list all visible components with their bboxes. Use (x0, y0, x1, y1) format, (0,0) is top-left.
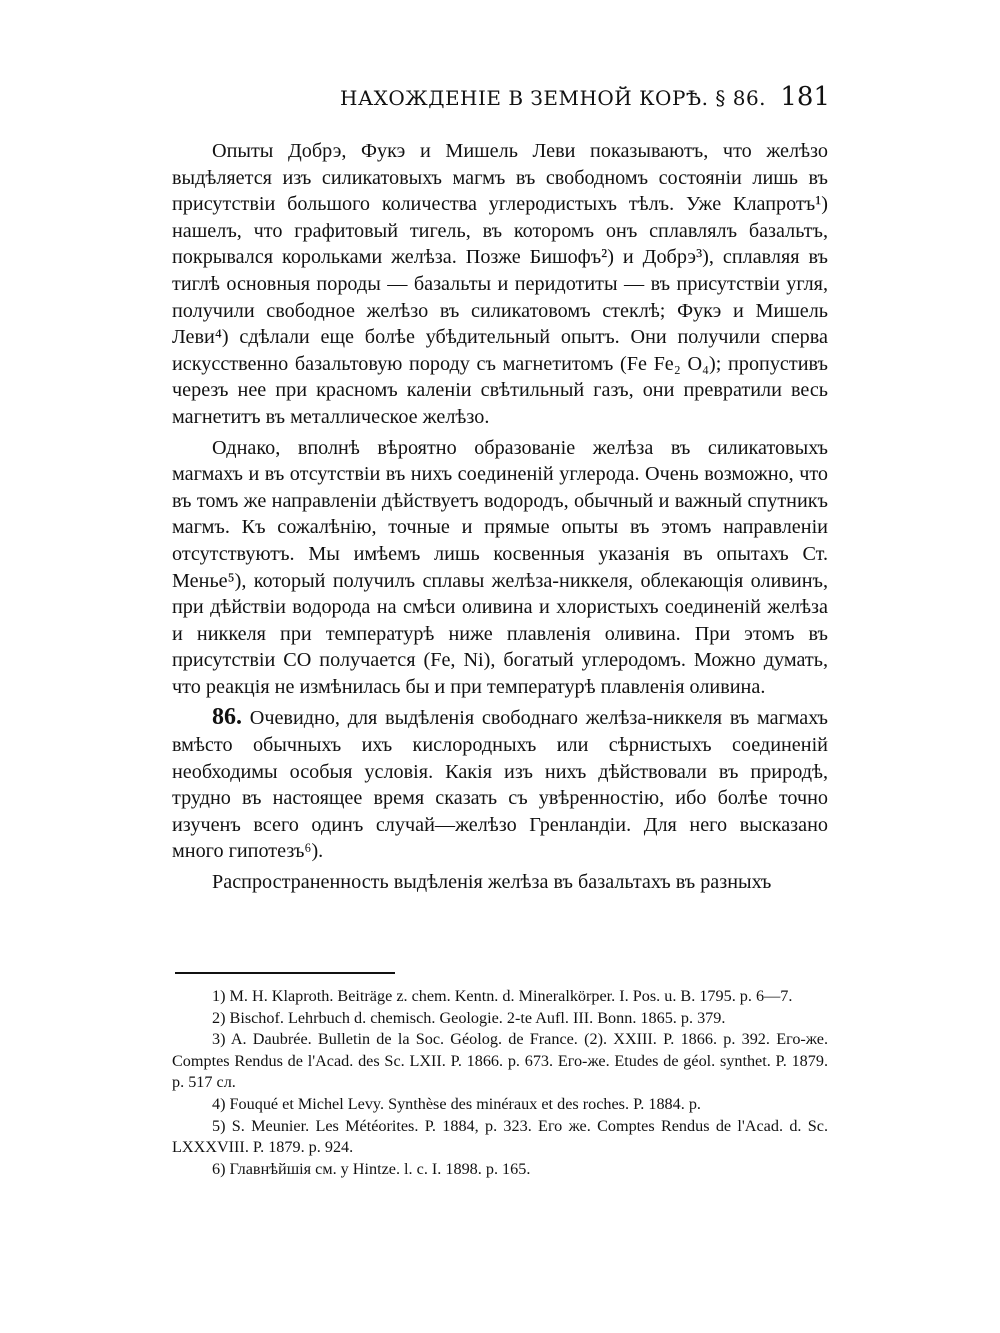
footnotes (172, 986, 828, 1180)
paragraph-2: Однако, вполнѣ вѣроятно образованіе желѣза въ силикатовыхъ магмахъ и въ отсутствіи въ нихъ соединеній углерода. Очень возможно, что въ томъ же направленіи дѣйствуетъ водородъ, обычный и важный спутникъ магмъ. Къ сожалѣнію, точные и прямые опыты въ этомъ направленіи отсутствуютъ. Мы имѣемъ лишь косвенныя указанія въ опытахъ Ст. Менье⁵), который получилъ сплавы желѣза-никкеля, облекающія оливинъ, при дѣйствіи водорода на смѣси оливина и хлористыхъ соединеній желѣза и никкеля при температурѣ ниже плавленія оливина. При этомъ въ присутствіи CO получается (Fe, Ni), богатый углеродомъ. Можно думать, что реакція не измѣнилась бы и при температурѣ плавленія оливина. (172, 436, 828, 698)
paragraph-1: Опыты Добрэ, Фукэ и Мишель Леви показываютъ, что желѣзо выдѣляется изъ силикатовыхъ магмъ въ свободномъ состояніи лишь въ присутствіи большого количества углеродистыхъ тѣлъ. Уже Клапротъ¹) нашелъ, что графитовый тигель, въ которомъ онъ сплавлялъ базальтъ, покрывался корольками желѣза. Позже Бишофъ²) и Добрэ³), сплавляя въ тиглѣ основныя породы — базальты и перидотиты — въ присутствіи угля, получили свободное желѣзо въ силикатовомъ стеклѣ; Фукэ и Мишель Леви⁴) сдѣлали еще болѣе убѣдительный опытъ. Они получили сперва искусственно базальтовую породу съ магнетитомъ (Fe Fe₂ O₄); пропустивъ черезъ нее при красномъ каленіи свѣтильный газъ, они превратили весь магнетитъ въ металлическое желѣзо. (172, 140, 828, 428)
page-number: 181 (780, 82, 830, 112)
running-title: НАХОЖДЕНІЕ В ЗЕМНОЙ КОРѢ. § 86. (340, 86, 767, 110)
section-paragraph-text: Очевидно, для выдѣленія свободнаго желѣза-никкеля въ магмахъ вмѣсто обычныхъ ихъ кислородныхъ или сѣрнистыхъ соединеній необходимы особыя условія. Какія изъ нихъ дѣйствовали въ природѣ, трудно въ настоящее время сказать съ увѣренностію, ибо болѣе точно изученъ всего одинъ случай—желѣзо Гренландіи. Для него высказано много гипотезъ⁶). (172, 707, 828, 863)
footnote-2: 2) Bischof. Lehrbuch d. chemisch. Geologie. 2-te Aufl. III. Bonn. 1865. p. 379. (212, 1008, 726, 1027)
footnote-1: 1) M. H. Klaproth. Beiträge z. chem. Kentn. d. Mineralkörper. I. Pos. u. B. 1795. p. 6—7. (212, 987, 793, 1005)
footnote-6: 6) Главнѣйшія см. у Hintze. l. c. I. 1898. p. 165. (212, 1159, 531, 1178)
footnote-5: 5) S. Meunier. Les Météorites. P. 1884, p. 323. Его же. Comptes Rendus de l'Acad. d. Sc. LXXXVIII. P. 1879. p. 924. (172, 1116, 828, 1157)
section-number: 86. (212, 704, 242, 731)
footnote-3: 3) A. Daubrée. Bulletin de la Soc. Géolog. de France. (2). XXIII. P. 1866. p. 392. Его-же. Comptes Rendus de l'Acad. des Sc. LXII. P. 1866. p. 673. Его-же. Etudes de géol. synthet. P. 1879. p. 517 сл. (172, 1030, 828, 1092)
footnote-4: 4) Fouqué et Michel Levy. Synthèse des minéraux et des roches. P. 1884. p. (212, 1094, 701, 1113)
body-text (172, 138, 828, 900)
paragraph-last: Распространенность выдѣленія желѣза въ базальтахъ въ разныхъ (212, 871, 772, 894)
footnote-divider (175, 972, 395, 974)
section-86-paragraph (172, 704, 828, 865)
